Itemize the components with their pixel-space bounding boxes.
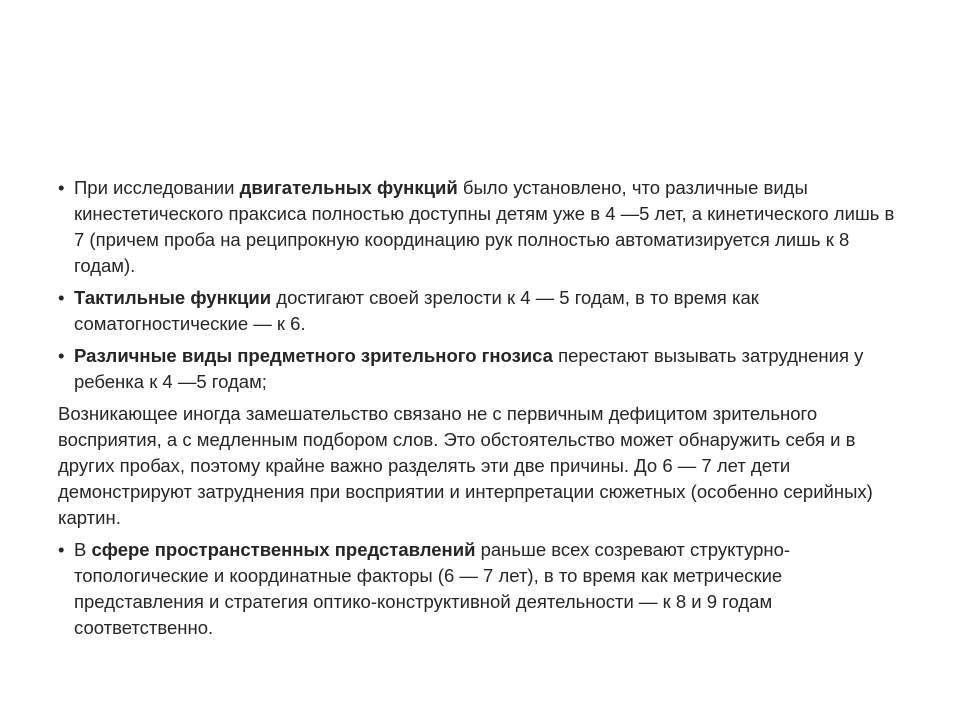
bold-term: двигательных функций xyxy=(239,177,458,198)
bullet-item-spatial xyxy=(58,537,908,641)
bold-term: сфере пространственных представлений xyxy=(91,539,476,560)
text-segment: При исследовании xyxy=(74,177,240,198)
text-segment: раньше всех созревают структурно-топологические и координатные факторы (6 — 7 лет), в то время как метрические представления и стратегия оптико-конструктивной деятельности — к 8 и 9 годам соответственно. xyxy=(74,539,791,638)
slide-content xyxy=(58,175,908,647)
text-segment: Возникающее иногда замешательство связано не с первичным дефицитом зрительного восприятия, а с медленным подбором слов. Это обстоятельство может обнаружить себя и в других пробах, поэтому крайне важно разделять эти две причины. До 6 — 7 лет дети демонстрируют затруднения при восприятии и интерпретации сюжетных (особенно серийных) картин. xyxy=(58,403,873,528)
bullet-icon: • xyxy=(58,287,65,308)
bullet-icon: • xyxy=(58,177,65,198)
paragraph-confusion xyxy=(58,401,908,531)
bullet-icon: • xyxy=(58,539,65,560)
bold-term: Тактильные функции xyxy=(74,287,272,308)
text-segment: достигают своей зрелости к 4 — 5 годам, в то время как соматогностические — к 6. xyxy=(74,287,759,334)
bullet-item-tactile xyxy=(58,285,908,337)
text-segment: было установлено, что различные виды кинестетического праксиса полностью доступны детям уже в 4 —5 лет, а кинетического лишь в 7 (причем проба на реципрокную координацию рук полностью автоматизируется лишь к 8 годам). xyxy=(74,177,895,276)
bold-term: Различные виды предметного зрительного гнозиса xyxy=(74,345,553,366)
bullet-item-visual-gnosis xyxy=(58,343,908,395)
text-segment: В xyxy=(74,539,92,560)
text-segment: перестают вызывать затруднения у ребенка к 4 —5 годам; xyxy=(74,345,864,392)
bullet-icon: • xyxy=(58,345,65,366)
bullet-item-motor xyxy=(58,175,908,279)
